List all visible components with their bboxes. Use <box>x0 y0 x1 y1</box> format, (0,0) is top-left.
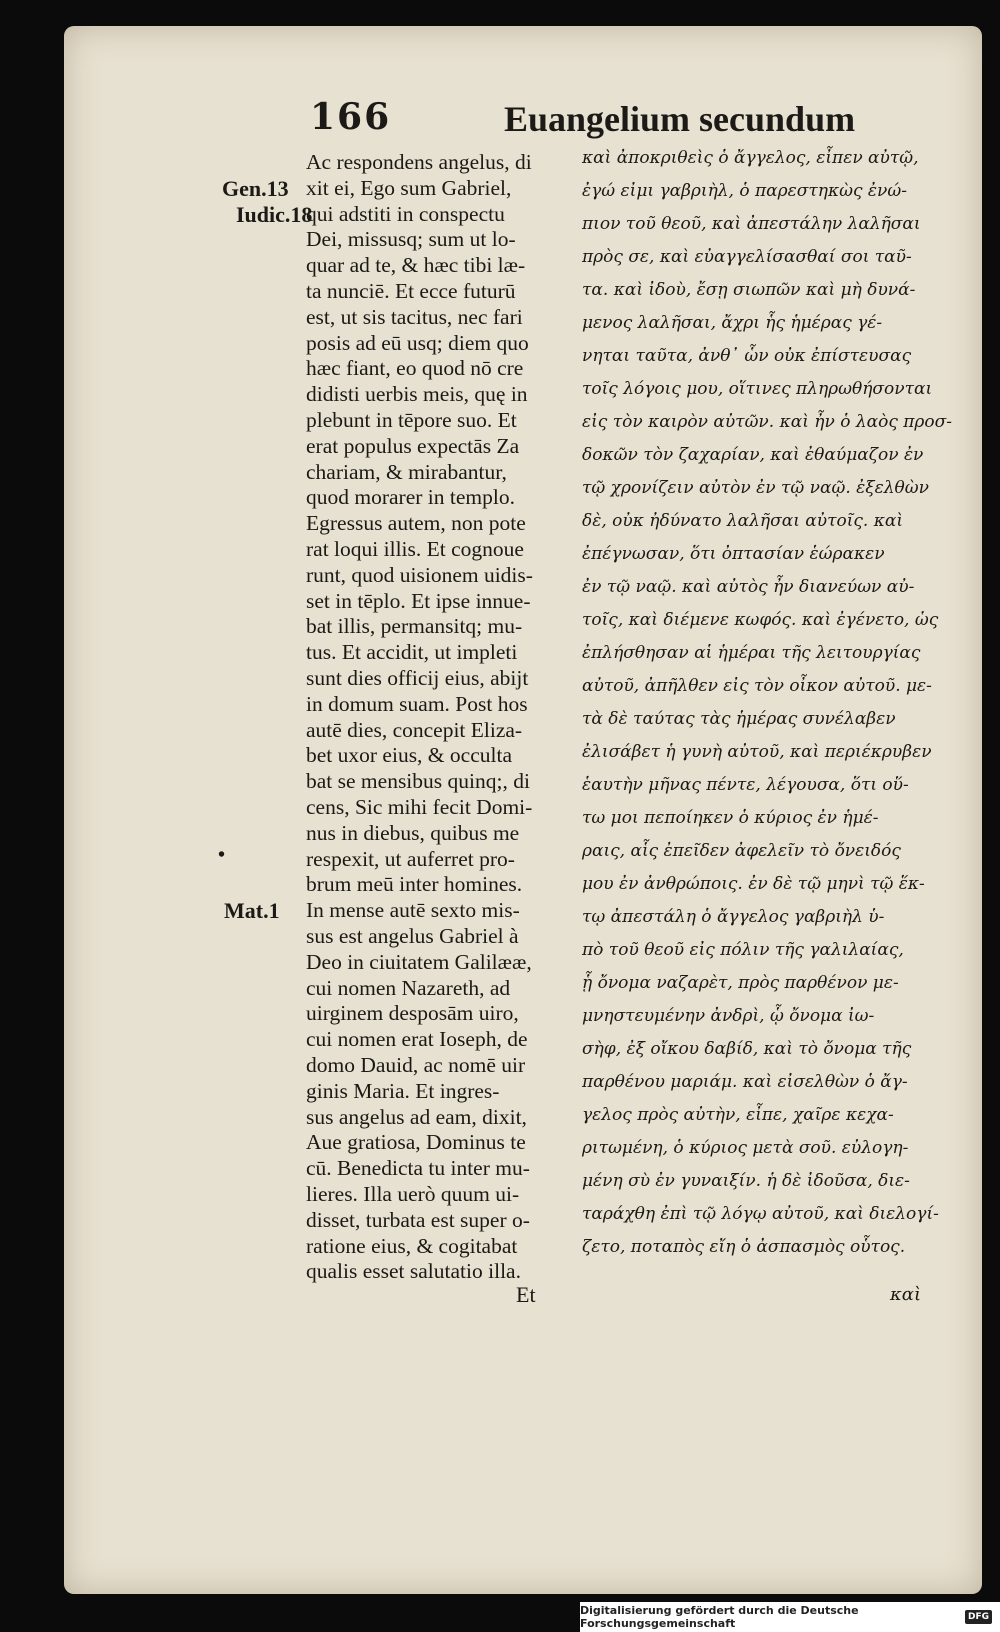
greek-text-line: ἐπέγνωσαν, ὅτι ὀπτασίαν ἑώρακεν <box>582 544 885 564</box>
latin-text-line: xit ei, Ego sum Gabriel, <box>306 175 512 200</box>
greek-text-line: μου ἐν ἀνθρώποις. ἐν δὲ τῷ μηνὶ τῷ ἕκ- <box>582 874 925 894</box>
greek-text-line: καὶ ἀποκριθεὶς ὁ ἄγγελος, εἶπεν αὐτῷ, <box>582 148 919 168</box>
greek-text-line: ἐν τῷ ναῷ. καὶ αὐτὸς ἦν διανεύων αὐ- <box>582 577 915 597</box>
latin-text-line: ginis Maria. Et ingres- <box>306 1078 500 1103</box>
greek-text-line: τα. καὶ ἰδοὺ, ἔσῃ σιωπῶν καὶ μὴ δυνά- <box>582 280 916 300</box>
latin-text-line: posis ad eū usq; diem quo <box>306 330 529 355</box>
latin-text-line: quar ad te, & hæc tibi læ- <box>306 253 526 278</box>
latin-text-line: cū. Benedicta tu inter mu- <box>306 1156 530 1181</box>
latin-text-line: Dei, missusq; sum ut lo- <box>306 227 516 252</box>
margin-note-gen: Gen.13 <box>222 176 289 201</box>
latin-text-line: est, ut sis tacitus, nec fari <box>306 304 523 329</box>
latin-text-line: bet uxor eius, & occulta <box>306 743 512 768</box>
latin-text-line: Ac respondens angelus, di <box>306 150 532 174</box>
latin-text-line: Egressus autem, non pote <box>306 511 526 536</box>
latin-text-line: runt, quod uisionem uidis- <box>306 562 533 587</box>
latin-text-line: cui nomen Nazareth, ad <box>306 975 511 1000</box>
greek-text-line: νηται ταῦτα, ἀνθ᾽ ὧν οὐκ ἐπίστευσας <box>582 346 912 366</box>
greek-text-line: εἰς τὸν καιρὸν αὐτῶν. καὶ ἦν ὁ λαὸς προσ- <box>582 412 952 432</box>
greek-text-line: σὴφ, ἐξ οἴκου δαβίδ, καὶ τὸ ὄνομα τῆς <box>582 1039 912 1059</box>
latin-text-line: chariam, & mirabantur, <box>306 459 507 484</box>
latin-text-line: erat populus expectās Za <box>306 433 520 458</box>
latin-text-line: sus est angelus Gabriel à <box>306 924 519 948</box>
greek-text-line: ραις, αἷς ἐπεῖδεν ἀφελεῖν τὸ ὄνειδός <box>582 841 901 861</box>
greek-text-line: ταράχθη ἐπὶ τῷ λόγῳ αὐτοῦ, καὶ διελογί- <box>582 1204 939 1224</box>
greek-text-line: ζετο, ποταπὸς εἴη ὁ ἀσπασμὸς οὗτος. <box>582 1237 906 1257</box>
latin-text-line: nus in diebus, quibus me <box>306 820 520 845</box>
latin-catchword: Et <box>516 1282 536 1307</box>
margin-note-iudic: Iudic.18 <box>236 202 313 227</box>
latin-text-line: ta nunciē. Et ecce futurū <box>306 279 516 303</box>
greek-text-line: ἐγώ εἰμι γαβριὴλ, ὁ παρεστηκὼς ἐνώ- <box>582 181 907 201</box>
latin-text-line: qui adstiti in conspectu <box>306 201 505 226</box>
greek-text-line: ἑαυτὴν μῆνας πέντε, λέγουσα, ὅτι οὕ- <box>582 775 909 795</box>
latin-text-line: tus. Et accidit, ut impleti <box>306 640 518 665</box>
latin-text-line: lieres. Illa uerò quum ui- <box>306 1182 520 1206</box>
latin-text-line: respexit, ut auferret pro- <box>306 846 515 871</box>
margin-note-mat: Mat.1 <box>224 898 280 923</box>
greek-text-line: πιον τοῦ θεοῦ, καὶ ἀπεστάλην λαλῆσαι <box>582 214 921 234</box>
greek-text-line: ἐλισάβετ ἡ γυνὴ αὐτοῦ, καὶ περιέκρυβεν <box>582 742 932 762</box>
latin-text-line: hæc fiant, eo quod nō cre <box>306 356 524 381</box>
latin-text-line: ratione eius, & cogitabat <box>306 1233 518 1258</box>
greek-text-line: τῷ χρονίζειν αὐτὸν ἐν τῷ ναῷ. ἐξελθὼν <box>582 478 929 498</box>
latin-text-line: plebunt in tēpore suo. Et <box>306 408 517 432</box>
greek-text-line: ᾗ ὄνομα ναζαρὲτ, πρὸς παρθένον με- <box>582 973 899 993</box>
page-header <box>310 96 870 156</box>
latin-text-line: didisti uerbis meis, quę in <box>306 382 528 407</box>
greek-text-line: δοκῶν τὸν ζαχαρίαν, καὶ ἐθαύμαζον ἐν <box>582 445 924 465</box>
latin-text-line: bat se mensibus quinq;, di <box>306 769 530 794</box>
latin-text-line: sunt dies officij eius, abijt <box>306 666 529 690</box>
running-title: Euangelium secundum <box>504 99 856 139</box>
greek-text-line: μενος λαλῆσαι, ἄχρι ἧς ἡμέρας γέ- <box>582 313 883 333</box>
greek-text-line: πρὸς σε, καὶ εὐαγγελίσασθαί σοι ταῦ- <box>582 247 912 267</box>
latin-text-line: set in tēplo. Et ipse innue- <box>306 588 531 613</box>
greek-text-line: γελος πρὸς αὐτὴν, εἶπε, χαῖρε κεχα- <box>582 1105 894 1125</box>
greek-text-line: δὲ, οὐκ ἠδύνατο λαλῆσαι αὐτοῖς. καὶ <box>582 511 904 531</box>
greek-text-line: ἐπλήσθησαν αἱ ἡμέραι τῆς λειτουργίας <box>582 643 921 663</box>
greek-text-line: αὐτοῦ, ἀπῆλθεν εἰς τὸν οἶκον αὐτοῦ. με- <box>582 676 932 696</box>
page-number: 166 <box>310 96 392 138</box>
latin-text-line: bat illis, permansitq; mu- <box>306 614 523 639</box>
greek-text-line: τοῖς, καὶ διέμενε κωφός. καὶ ἐγένετο, ὡς <box>582 610 939 630</box>
latin-text-line: sus angelus ad eam, dixit, <box>306 1104 527 1129</box>
greek-text-line: τω μοι πεποίηκεν ὁ κύριος ἐν ἡμέ- <box>582 808 879 828</box>
latin-text-line: cui nomen erat Ioseph, de <box>306 1027 528 1052</box>
latin-text-line: autē dies, concepit Eliza- <box>306 717 523 742</box>
latin-text-line: disset, turbata est super o- <box>306 1207 530 1232</box>
latin-text-line: rat loqui illis. Et cognoue <box>306 537 524 561</box>
greek-text-line: μένη σὺ ἐν γυναιξίν. ἡ δὲ ἰδοῦσα, διε- <box>582 1171 910 1191</box>
latin-text-line: qualis esset salutatio illa. <box>306 1259 521 1284</box>
latin-text-line: domo Dauid, ac nomē uir <box>306 1053 526 1077</box>
greek-text-line: τοῖς λόγοις μου, οἵτινες πληρωθήσονται <box>582 379 933 399</box>
greek-text-line: παρθένου μαριάμ. καὶ εἰσελθὼν ὁ ἄγ- <box>582 1072 908 1092</box>
greek-text-line: μνηστευμένην ἀνδρὶ, ᾧ ὄνομα ἰω- <box>582 1006 875 1026</box>
latin-text-line: Aue gratiosa, Dominus te <box>306 1130 526 1155</box>
greek-catchword: καὶ <box>890 1284 922 1305</box>
greek-text-line: πὸ τοῦ θεοῦ εἰς πόλιν τῆς γαλιλαίας, <box>582 940 904 960</box>
digitization-footer <box>580 1602 1000 1632</box>
latin-text-line: brum meū inter homines. <box>306 872 523 897</box>
latin-text-line: Deo in ciuitatem Galilææ, <box>306 949 532 974</box>
latin-text-line: In mense autē sexto mis- <box>306 898 520 923</box>
latin-text-line: cens, Sic mihi fecit Domi- <box>306 795 533 819</box>
latin-text-line: in domum suam. Post hos <box>306 691 528 716</box>
latin-text-line: quod morarer in templo. <box>306 485 515 510</box>
latin-text-line: uirginem desposām uiro, <box>306 1001 519 1026</box>
footer-text: Digitalisierung gefördert durch die Deutsche Forschungsgemeinschaft <box>580 1604 859 1630</box>
dfg-logo-icon: DFG <box>965 1610 992 1624</box>
greek-text-line: ριτωμένη, ὁ κύριος μετὰ σοῦ. εὐλογη- <box>582 1138 909 1158</box>
greek-text-line: τῳ ἀπεστάλη ὁ ἄγγελος γαβριὴλ ὑ- <box>582 907 885 927</box>
margin-bullet: • <box>218 844 226 866</box>
greek-text-line: τὰ δὲ ταύτας τὰς ἡμέρας συνέλαβεν <box>582 709 896 729</box>
